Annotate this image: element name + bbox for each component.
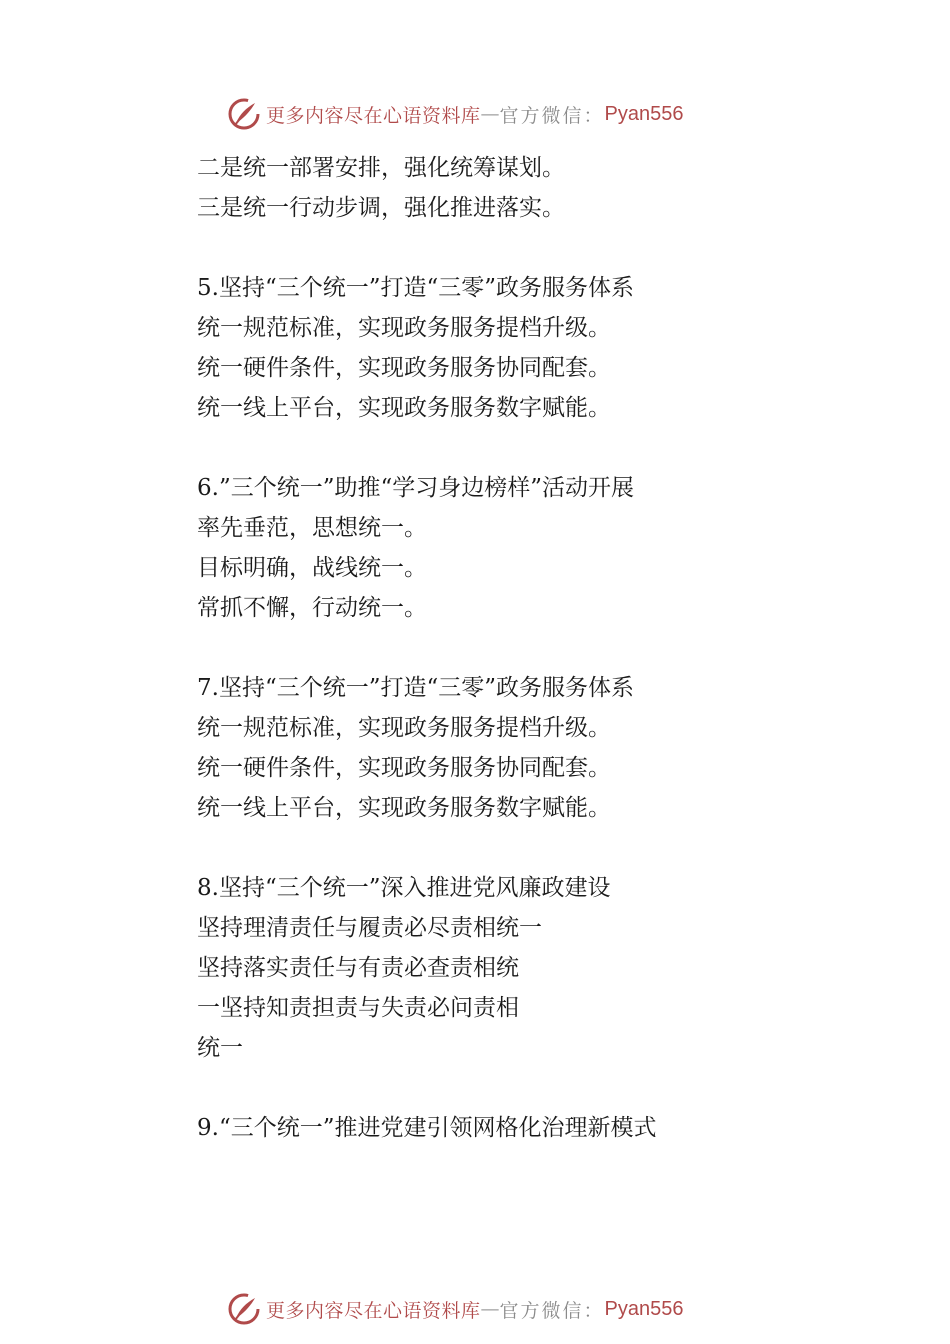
- text-line: 统一硬件条件，实现政务服务协同配套。: [197, 355, 611, 381]
- watermark-id: Pyan556: [604, 1297, 684, 1320]
- section-3: [197, 468, 917, 628]
- section-heading: 9.“三个统一”推进党建引领网格化治理新模式: [197, 1115, 657, 1141]
- text-line: 统一规范标准，实现政务服务提档升级。: [197, 715, 611, 741]
- watermark-id: Pyan556: [604, 102, 684, 125]
- section-1: [197, 148, 917, 228]
- text-line: 率先垂范，思想统一。: [197, 515, 427, 541]
- quill-circle-icon: [226, 96, 262, 132]
- watermark-separator: —: [480, 1298, 500, 1320]
- section-4: [197, 668, 917, 828]
- watermark-label: 官方微信：: [499, 1299, 605, 1322]
- text-line: 一坚持知责担责与失责必问责相: [197, 995, 519, 1021]
- paragraph-gap: [197, 628, 917, 668]
- text-line: 二是统一部署安排，强化统筹谋划。: [197, 155, 565, 181]
- text-line: 坚持落实责任与有责必查责相统: [197, 955, 519, 981]
- document-body: [197, 148, 917, 1148]
- text-line: 常抓不懈，行动统一。: [197, 595, 427, 621]
- paragraph-gap: [197, 228, 917, 268]
- watermark-label: 官方微信：: [499, 104, 605, 127]
- text-line: 统一规范标准，实现政务服务提档升级。: [197, 315, 611, 341]
- paragraph-gap: [197, 1068, 917, 1108]
- section-heading: 6.”三个统一”助推“学习身边榜样”活动开展: [197, 475, 634, 501]
- section-heading: 5.坚持“三个统一”打造“三零”政务服务体系: [197, 275, 634, 301]
- section-2: [197, 268, 917, 428]
- text-line: 统一: [197, 1035, 243, 1061]
- text-line: 统一线上平台，实现政务服务数字赋能。: [197, 795, 611, 821]
- header-watermark: [226, 96, 684, 132]
- text-line: 坚持理清责任与履责必尽责相统一: [197, 915, 542, 941]
- watermark-separator: —: [480, 103, 500, 125]
- section-heading: 7.坚持“三个统一”打造“三零”政务服务体系: [197, 675, 634, 701]
- text-line: 目标明确，战线统一。: [197, 555, 427, 581]
- watermark-text: 更多内容尽在心语资料库: [266, 1299, 481, 1322]
- section-heading: 8.坚持“三个统一”深入推进党风廉政建设: [197, 875, 611, 901]
- quill-circle-icon: [226, 1291, 262, 1327]
- text-line: 统一硬件条件，实现政务服务协同配套。: [197, 755, 611, 781]
- watermark-text: 更多内容尽在心语资料库: [266, 104, 481, 127]
- section-5: [197, 868, 917, 1068]
- text-line: 三是统一行动步调，强化推进落实。: [197, 195, 565, 221]
- paragraph-gap: [197, 828, 917, 868]
- paragraph-gap: [197, 428, 917, 468]
- footer-watermark: [226, 1291, 684, 1327]
- text-line: 统一线上平台，实现政务服务数字赋能。: [197, 395, 611, 421]
- section-6: [197, 1108, 917, 1148]
